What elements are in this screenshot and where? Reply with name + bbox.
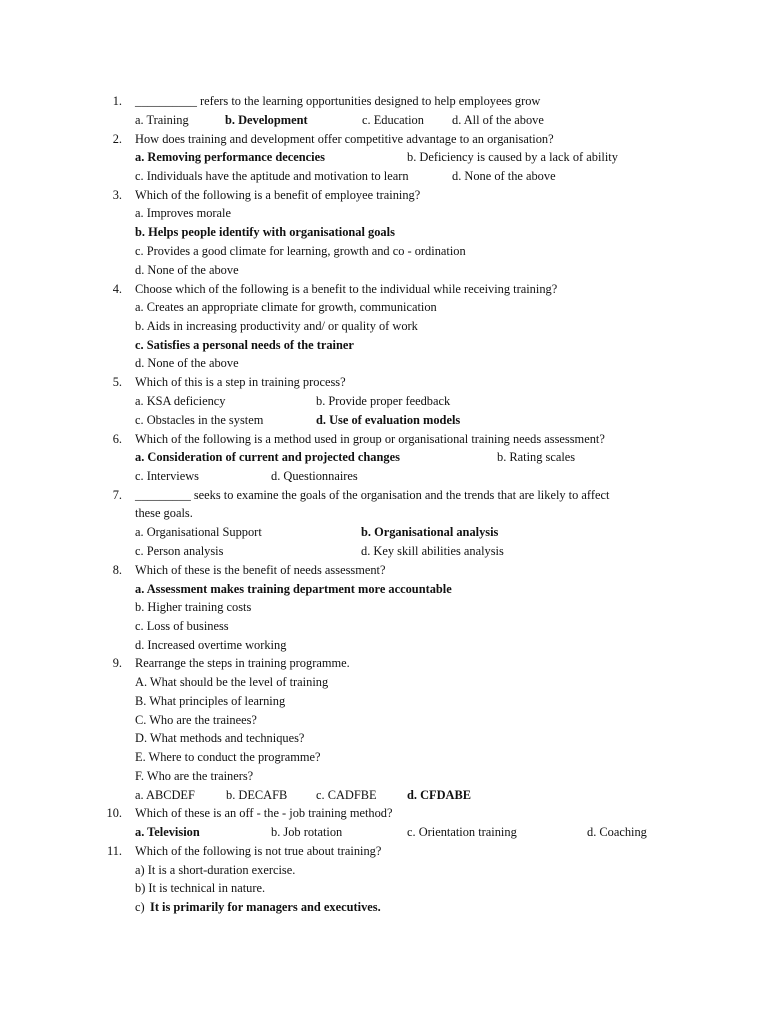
step-b: B. What principles of learning: [135, 694, 286, 708]
option-b: b. Aids in increasing productivity and/ or quality of work: [135, 319, 418, 333]
question-text: Rearrange the steps in training programme.: [135, 656, 350, 670]
option-d: d. Key skill abilities analysis: [361, 544, 504, 558]
option-d: d. Increased overtime working: [135, 638, 287, 652]
question-text: Which of these is an off - the - job training method?: [135, 806, 393, 820]
question-number: 1.: [112, 94, 122, 108]
option-c-label: c): [135, 900, 145, 914]
option-c: c. Person analysis: [135, 544, 224, 558]
option-b-correct: b. Development: [225, 113, 308, 127]
option-d: d. None of the above: [135, 263, 239, 277]
option-b: b. Higher training costs: [135, 600, 252, 614]
option-b: b. Job rotation: [271, 825, 343, 839]
question-text: Which of this is a step in training process?: [135, 375, 346, 389]
option-c: c. Interviews: [135, 469, 199, 483]
option-a: a) It is a short-duration exercise.: [135, 863, 296, 877]
option-a: a. Improves morale: [135, 206, 231, 220]
option-c: c. Orientation training: [407, 825, 517, 839]
step-f: F. Who are the trainers?: [135, 769, 254, 783]
option-c: c. CADFBE: [316, 788, 377, 802]
option-b: b) It is technical in nature.: [135, 881, 266, 895]
question-text: Which of the following is a method used in group or organisational training needs assessment?: [135, 432, 605, 446]
option-c-correct: c. Satisfies a personal needs of the trainer: [135, 338, 354, 352]
question-text: Which of the following is not true about training?: [135, 844, 382, 858]
question-text: _________ seeks to examine the goals of the organisation and the trends that are likely to affect: [135, 488, 610, 502]
option-a: a. Organisational Support: [135, 525, 262, 539]
question-text: Choose which of the following is a benefit to the individual while receiving training?: [135, 282, 558, 296]
option-c: c. Individuals have the aptitude and motivation to learn: [135, 169, 409, 183]
question-number: 7.: [112, 488, 122, 502]
option-a-correct: a. Assessment makes training department more accountable: [135, 582, 452, 596]
option-a-correct: a. Consideration of current and projected changes: [135, 450, 400, 464]
option-b: b. Rating scales: [497, 450, 576, 464]
question-number: 10.: [106, 806, 122, 820]
option-b-correct: b. Organisational analysis: [361, 525, 499, 539]
step-e: E. Where to conduct the programme?: [135, 750, 321, 764]
option-d-correct: d. Use of evaluation models: [316, 413, 461, 427]
option-b: b. DECAFB: [226, 788, 288, 802]
question-number: 11.: [106, 844, 122, 858]
question-number: 3.: [112, 188, 122, 202]
option-b: b. Deficiency is caused by a lack of ability: [407, 150, 618, 164]
option-d: d. Coaching: [587, 825, 647, 839]
option-d: d. All of the above: [452, 113, 544, 127]
option-d: d. Questionnaires: [271, 469, 358, 483]
option-a: a. ABCDEF: [135, 788, 195, 802]
question-number: 5.: [112, 375, 122, 389]
question-text: Which of the following is a benefit of employee training?: [135, 188, 421, 202]
option-a: a. KSA deficiency: [135, 394, 226, 408]
option-a: a. Creates an appropriate climate for growth, communication: [135, 300, 437, 314]
option-b: b. Provide proper feedback: [316, 394, 451, 408]
option-c: c. Provides a good climate for learning, growth and co - ordination: [135, 244, 466, 258]
question-number: 6.: [112, 432, 122, 446]
question-number: 9.: [112, 656, 122, 670]
step-c: C. Who are the trainees?: [135, 713, 257, 727]
option-d-correct: d. CFDABE: [407, 788, 472, 802]
option-a-correct: a. Television: [135, 825, 200, 839]
option-d: d. None of the above: [135, 356, 239, 370]
question-text: Which of these is the benefit of needs assessment?: [135, 563, 386, 577]
question-number: 8.: [112, 563, 122, 577]
question-number: 4.: [112, 282, 122, 296]
option-c: c. Education: [362, 113, 424, 127]
question-text-cont: these goals.: [135, 506, 193, 520]
step-a: A. What should be the level of training: [135, 675, 329, 689]
option-b-correct: b. Helps people identify with organisational goals: [135, 225, 395, 239]
step-d: D. What methods and techniques?: [135, 731, 305, 745]
question-number: 2.: [112, 132, 122, 146]
option-c-correct: It is primarily for managers and executives.: [150, 900, 381, 914]
option-a: a. Training: [135, 113, 189, 127]
option-d: d. None of the above: [452, 169, 556, 183]
option-c: c. Obstacles in the system: [135, 413, 264, 427]
option-c: c. Loss of business: [135, 619, 229, 633]
question-text: __________ refers to the learning opportunities designed to help employees grow: [135, 94, 541, 108]
question-text: How does training and development offer competitive advantage to an organisation?: [135, 132, 554, 146]
option-a-correct: a. Removing performance decencies: [135, 150, 325, 164]
